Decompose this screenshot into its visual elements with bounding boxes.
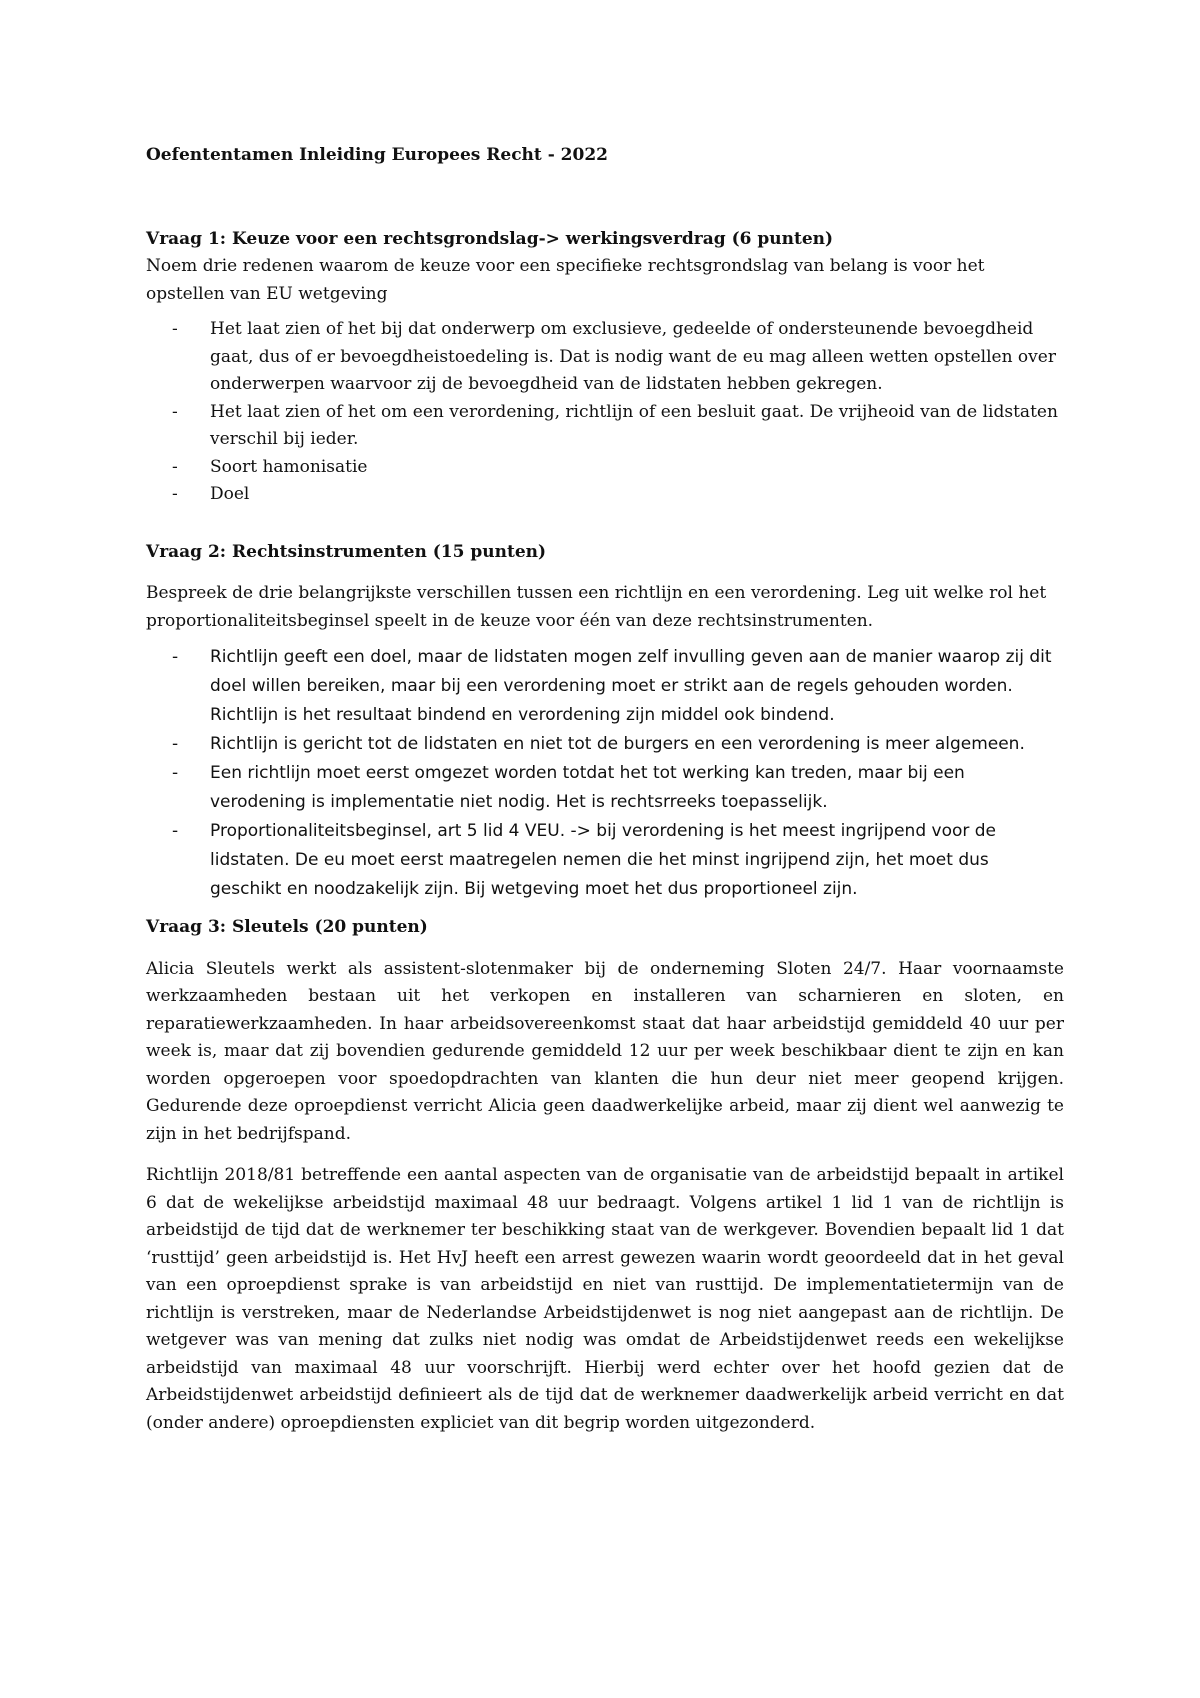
question-2-heading: Vraag 2: Rechtsinstrumenten (15 punten) bbox=[146, 541, 547, 562]
question-1-heading: Vraag 1: Keuze voor een rechtsgrondslag-> werkingsverdrag (6 punten) bbox=[146, 228, 834, 249]
question-2-answer-3: - Een richtlijn moet eerst omgezet worden totdat het tot werking kan treden, maar bij een verodening is implementatie niet nodig. Het is rechtsrreeks toepasselijk. bbox=[146, 759, 1064, 817]
question-1-answer-4: - Doel bbox=[146, 481, 1064, 509]
question-1-answer-1: - Het laat zien of het bij dat onderwerp om exclusieve, gedeelde of ondersteunende bevoegdheid gaat, dus of er bevoegdheistoedeling is. Dat is nodig want de eu mag alleen wetten opstellen over onderwerpen waarvoor zij de bevoegdheid van de lidstaten hebben gekregen. bbox=[146, 316, 1064, 399]
question-3-paragraph-2: Richtlijn 2018/81 betreffende een aantal aspecten van de organisatie van de arbeidstijd bepaalt in artikel 6 dat de wekelijkse arbeidstijd maximaal 48 uur bedraagt. Volgens artikel 1 lid 1 van de richtlijn is arbeidstijd de tijd dat de werknemer ter beschikking staat van de werkgever. Bovendien bepaalt lid 1 dat ‘rusttijd’ geen arbeidstijd is. Het HvJ heeft een arrest gewezen waarin wordt geoordeeld dat in het geval van een oproepdienst sprake is van arbeidstijd en niet van rusttijd. De implementatietermijn van de richtlijn is verstreken, maar de Nederlandse Arbeidstijdenwet is nog niet aangepast aan de richtlijn. De wetgever was van mening dat zulks niet nodig was omdat de Arbeidstijdenwet reeds een wekelijkse arbeidstijd van maximaal 48 uur voorschrijft. Hierbij werd echter over het hoofd gezien dat de Arbeidstijdenwet arbeidstijd definieert als de tijd dat de werknemer daadwerkelijk arbeid verricht en dat (onder andere) oproepdiensten expliciet van dit begrip worden uitgezonderd. bbox=[146, 1165, 1064, 1433]
question-1-answer-list bbox=[146, 316, 1064, 509]
question-1-text: Noem drie redenen waarom de keuze voor een specifieke rechtsgrondslag van belang is voor het opstellen van EU wetgeving bbox=[146, 256, 985, 304]
question-2-answer-4: - Proportionaliteitsbeginsel, art 5 lid 4 VEU. -> bij verordening is het meest ingrijpend voor de lidstaten. De eu moet eerst maatregelen nemen die het minst ingrijpend zijn, het moet dus geschikt en noodzakelijk zijn. Bij wetgeving moet het dus proportioneel zijn. bbox=[146, 817, 1064, 904]
question-2-answer-list bbox=[146, 643, 1064, 904]
question-3-paragraph-1: Alicia Sleutels werkt als assistent-slotenmaker bij de onderneming Sloten 24/7. Haar voornaamste werkzaamheden bestaan uit het verkopen en installeren van scharnieren en sloten, en reparatiewerkzaamheden. In haar arbeidsovereenkomst staat dat haar arbeidstijd gemiddeld 40 uur per week is, maar dat zij bovendien gedurende gemiddeld 12 uur per week beschikbaar dient te zijn en kan worden opgeroepen voor spoedopdrachten van klanten die hun deur niet meer geopend krijgen. Gedurende deze oproepdienst verricht Alicia geen daadwerkelijke arbeid, maar zij dient wel aanwezig te zijn in het bedrijfspand. bbox=[146, 958, 1064, 1144]
question-1-answer-2: - Het laat zien of het om een verordening, richtlijn of een besluit gaat. De vrijheoid van de lidstaten verschil bij ieder. bbox=[146, 399, 1064, 454]
document-title: Oefententamen Inleiding Europees Recht - 2022 bbox=[146, 145, 608, 165]
question-3-heading: Vraag 3: Sleutels (20 punten) bbox=[146, 917, 428, 937]
question-2-text: Bespreek de drie belangrijkste verschillen tussen een richtlijn en een verordening. Leg uit welke rol het proportionaliteitsbeginsel speelt in de keuze voor één van deze rechtsinstrumenten. bbox=[146, 583, 1047, 631]
question-1-answer-3: - Soort hamonisatie bbox=[146, 454, 1064, 482]
document-page bbox=[146, 142, 1064, 1437]
question-2-answer-2: - Richtlijn is gericht tot de lidstaten en niet tot de burgers en een verordening is meer algemeen. bbox=[146, 730, 1064, 759]
question-2-answer-1: - Richtlijn geeft een doel, maar de lidstaten mogen zelf invulling geven aan de manier waarop zij dit doel willen bereiken, maar bij een verordening moet er strikt aan de regels gehouden worden. Richtlijn is het resultaat bindend en verordening zijn middel ook bindend. bbox=[146, 643, 1064, 730]
